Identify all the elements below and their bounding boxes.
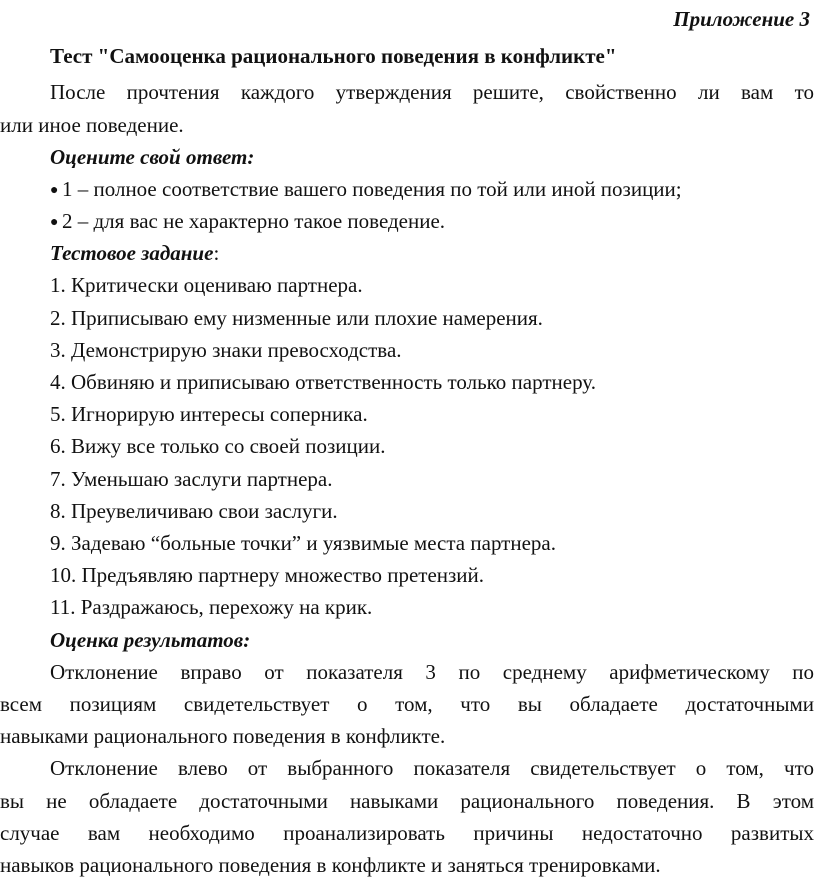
- test-item: 4. Обвиняю и приписываю ответственность только партнеру.: [50, 370, 596, 394]
- test-item: 9. Задеваю “больные точки” и уязвимые места партнера.: [50, 531, 556, 555]
- result-2-line-1: Отклонение влево от выбранного показателя свидетельствует о том, что: [50, 756, 814, 780]
- test-item: 11. Раздражаюсь, перехожу на крик.: [50, 595, 373, 619]
- test-item: 8. Преувеличиваю свои заслуги.: [50, 499, 338, 523]
- result-1-line-2: всем позициям свидетельствует о том, что вы обладаете достаточными: [0, 692, 814, 716]
- test-item: 10. Предъявляю партнеру множество претензий.: [50, 563, 485, 587]
- results-heading: Оценка результатов:: [50, 628, 251, 652]
- bullet-icon: ●: [50, 215, 59, 230]
- test-item: 2. Приписываю ему низменные или плохие намерения.: [50, 306, 543, 330]
- result-2-line-4: навыков рационального поведения в конфликте и заняться тренировками.: [0, 853, 661, 877]
- test-title: Тест "Самооценка рационального поведения в конфликте": [50, 44, 617, 68]
- result-1-line-3: навыками рационального поведения в конфликте.: [0, 724, 446, 748]
- rate-option-1: [50, 179, 682, 200]
- task-heading-colon: :: [213, 241, 220, 265]
- intro-line-1: После прочтения каждого утверждения решите, свойственно ли вам то: [50, 80, 814, 104]
- task-heading: Тестовое задание: [50, 241, 214, 265]
- test-item: 1. Критически оцениваю партнера.: [50, 273, 363, 297]
- test-item: 5. Игнорирую интересы соперника.: [50, 402, 368, 426]
- bullet-icon: ●: [50, 183, 59, 198]
- rate-option-text: 2 – для вас не характерно такое поведение.: [62, 209, 446, 233]
- test-item: 6. Вижу все только со своей позиции.: [50, 434, 386, 458]
- appendix-label: Приложение 3: [673, 7, 810, 31]
- test-item: 3. Демонстрирую знаки превосходства.: [50, 338, 402, 362]
- result-2-line-2: вы не обладаете достаточными навыками рационального поведения. В этом: [0, 789, 814, 813]
- task-heading-line: [50, 243, 219, 264]
- result-1-line-1: Отклонение вправо от показателя 3 по среднему арифметическому по: [50, 660, 814, 684]
- intro-line-2: или иное поведение.: [0, 113, 184, 137]
- rate-option-2: [50, 211, 445, 232]
- result-2-line-3: случае вам необходимо проанализировать причины недостаточно развитых: [0, 821, 814, 845]
- test-item: 7. Уменьшаю заслуги партнера.: [50, 467, 333, 491]
- rate-option-text: 1 – полное соответствие вашего поведения по той или иной позиции;: [62, 177, 682, 201]
- rate-heading: Оцените свой ответ:: [50, 145, 255, 169]
